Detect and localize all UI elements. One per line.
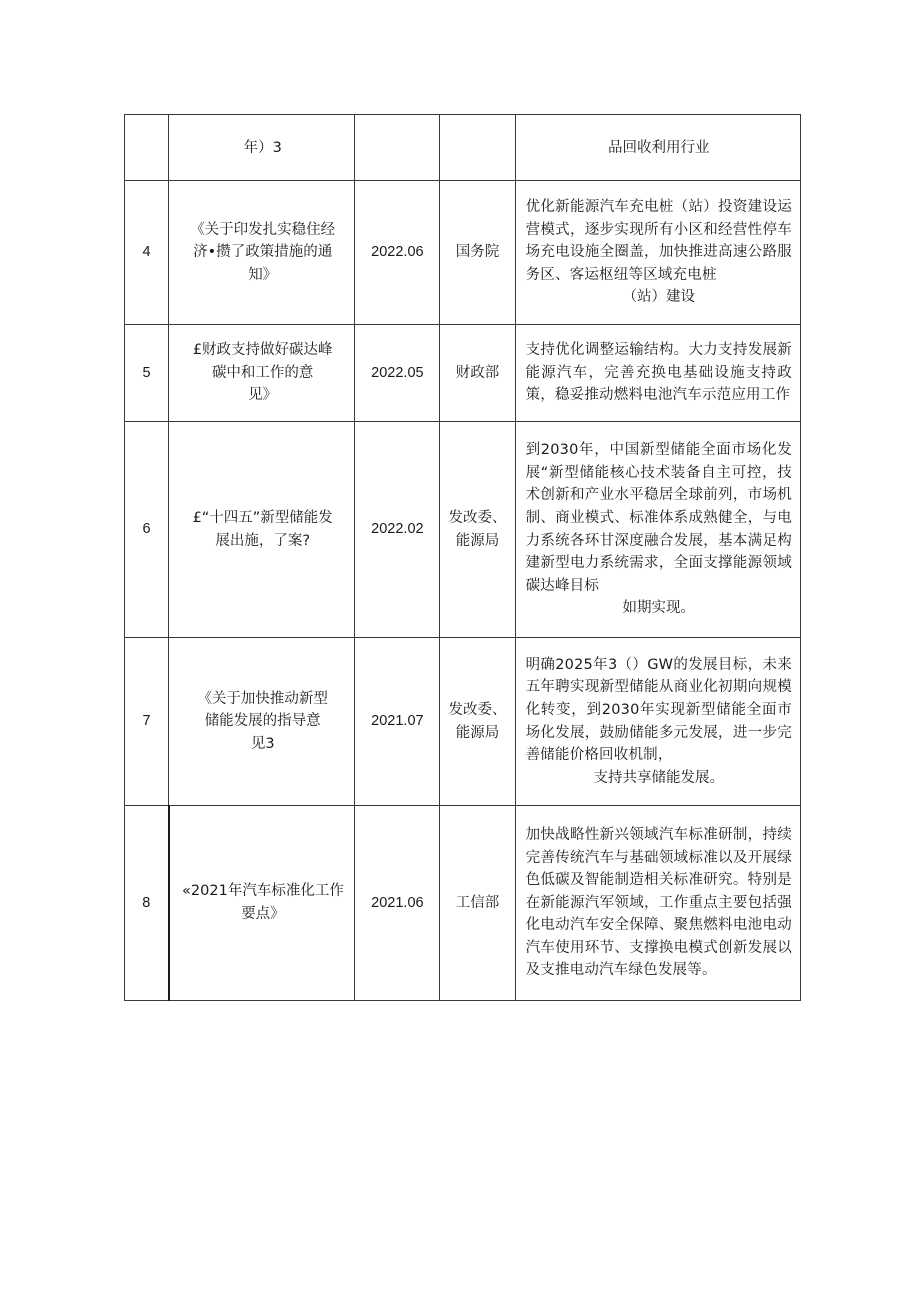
policy-name-cell <box>169 181 355 325</box>
table-row <box>125 422 801 638</box>
row-number-cell <box>125 181 169 325</box>
issue-date: 2022.05 <box>371 364 424 381</box>
issuer-line: 能源局 <box>455 532 500 549</box>
issue-date: 2022.02 <box>371 521 424 538</box>
policy-name-line: £“十四五”新型储能发 <box>192 509 333 526</box>
issuer-line: 能源局 <box>455 724 500 741</box>
row-number: 4 <box>142 244 151 261</box>
policy-name-line: 济•攒了政策措施的通 <box>193 244 333 261</box>
description-text: 支持优化调整运输结构。大力支持发展新能源汽车，完善充换电基础设施支持政策，稳妥推动燃料电池汽车示范应用工作 <box>525 342 792 404</box>
issuer-cell <box>440 638 515 806</box>
date-cell <box>355 325 440 422</box>
policy-name-line: £财政支持做好碳达峰 <box>192 342 333 359</box>
description-cell <box>515 422 800 638</box>
issuer-line: 国务院 <box>455 244 500 261</box>
date-cell <box>355 181 440 325</box>
table-row <box>125 181 801 325</box>
policy-name-cell <box>169 806 355 1001</box>
issuer-line: 发改委、 <box>448 509 507 526</box>
row-number: 5 <box>142 364 151 381</box>
description-cell <box>515 325 800 422</box>
description-text: 优化新能源汽车充电桩（站）投资建设运营模式，逐步实现所有小区和经营性停车场充电设施全圈盖，加快推进高速公路服务区、客运枢纽等区域充电桩 <box>525 199 792 283</box>
policy-name-text: 年）3 <box>243 140 282 157</box>
date-cell <box>355 422 440 638</box>
row-number-cell <box>125 115 169 181</box>
date-cell <box>355 638 440 806</box>
table-row <box>125 638 801 806</box>
policy-name-line: 《关于印发扎实稳住经 <box>190 221 336 238</box>
description-text: 加快战略性新兴领域汽车标准研制，持续完善传统汽车与基础领域标准以及开展绿色低碳及智能制造相关标准研究。特别是在新能源汽军领域，工作重点主要包括强化电动汽车安全保障、聚焦燃料电池电动汽车使用环节、支撑换电模式创新发展以及支推电动汽车绿色发展等。 <box>525 826 792 979</box>
description-text: 到2030年，中国新型储能全面市场化发展“新型储能核心技术装备自主可控，技术创新和产业水平稳居全球前列，市场机制、商业模式、标准体系成熟健全，与电力系统各环甘深度融合发展，基本满足构建新型电力系统需求，全面支撑能源领域碳达峰目标 <box>525 442 792 594</box>
row-number-cell <box>125 325 169 422</box>
issuer-line: 财政部 <box>455 364 500 381</box>
row-number: 8 <box>142 894 151 911</box>
row-number: 6 <box>142 521 151 538</box>
issue-date: 2021.07 <box>371 713 424 730</box>
description-tail: 支持共享储能发展。 <box>593 769 725 786</box>
description-cell <box>515 806 800 1001</box>
description-tail: 如期实现。 <box>622 600 696 617</box>
issuer-line: 工信部 <box>455 894 500 911</box>
issuer-line: 发改委、 <box>448 701 507 718</box>
row-number-cell <box>125 422 169 638</box>
row-number: 7 <box>142 713 151 730</box>
date-cell <box>355 115 440 181</box>
description-text: 明确2025年3（）GW的发展目标，未来五年聘实现新型储能从商业化初期向规模化转变，到2030年实现新型储能全面市场化发展，鼓励储能多元发展，进一步完善储能价格回收机制， <box>525 656 792 764</box>
policy-name-line: 储能发展的指导意 <box>204 713 321 730</box>
policy-table <box>124 114 801 1001</box>
issuer-cell <box>440 422 515 638</box>
description-cell <box>515 638 800 806</box>
description-text: 品回收利用行业 <box>608 140 710 157</box>
policy-name-line: 知》 <box>248 266 278 283</box>
policy-name-cell <box>169 325 355 422</box>
issuer-cell <box>440 806 515 1001</box>
description-cell <box>515 181 800 325</box>
date-cell <box>355 806 440 1001</box>
table-row <box>125 806 801 1001</box>
issuer-cell <box>440 181 515 325</box>
policy-name-line: «2021年汽车标准化工作 <box>182 883 344 900</box>
policy-name-line: 要点》 <box>241 906 285 922</box>
table-row <box>125 325 801 422</box>
policy-name-line: 《关于加快推动新型 <box>197 690 328 707</box>
policy-name-line: 见3 <box>250 735 275 752</box>
row-number-cell <box>125 638 169 806</box>
description-tail: （站）建设 <box>622 289 696 306</box>
issuer-cell <box>440 115 515 181</box>
table-row-continued <box>125 115 801 181</box>
policy-name-line: 展出施，了案? <box>215 532 311 549</box>
policy-name-line: 见》 <box>248 387 278 404</box>
policy-name-cell <box>169 422 355 638</box>
description-cell <box>515 115 800 181</box>
issue-date: 2021.06 <box>371 894 424 911</box>
row-number-cell <box>125 806 169 1001</box>
policy-name-cell <box>169 115 355 181</box>
issuer-cell <box>440 325 515 422</box>
issue-date: 2022.06 <box>371 244 424 261</box>
policy-name-cell <box>169 638 355 806</box>
policy-name-line: 碳中和工作的意 <box>211 364 314 381</box>
